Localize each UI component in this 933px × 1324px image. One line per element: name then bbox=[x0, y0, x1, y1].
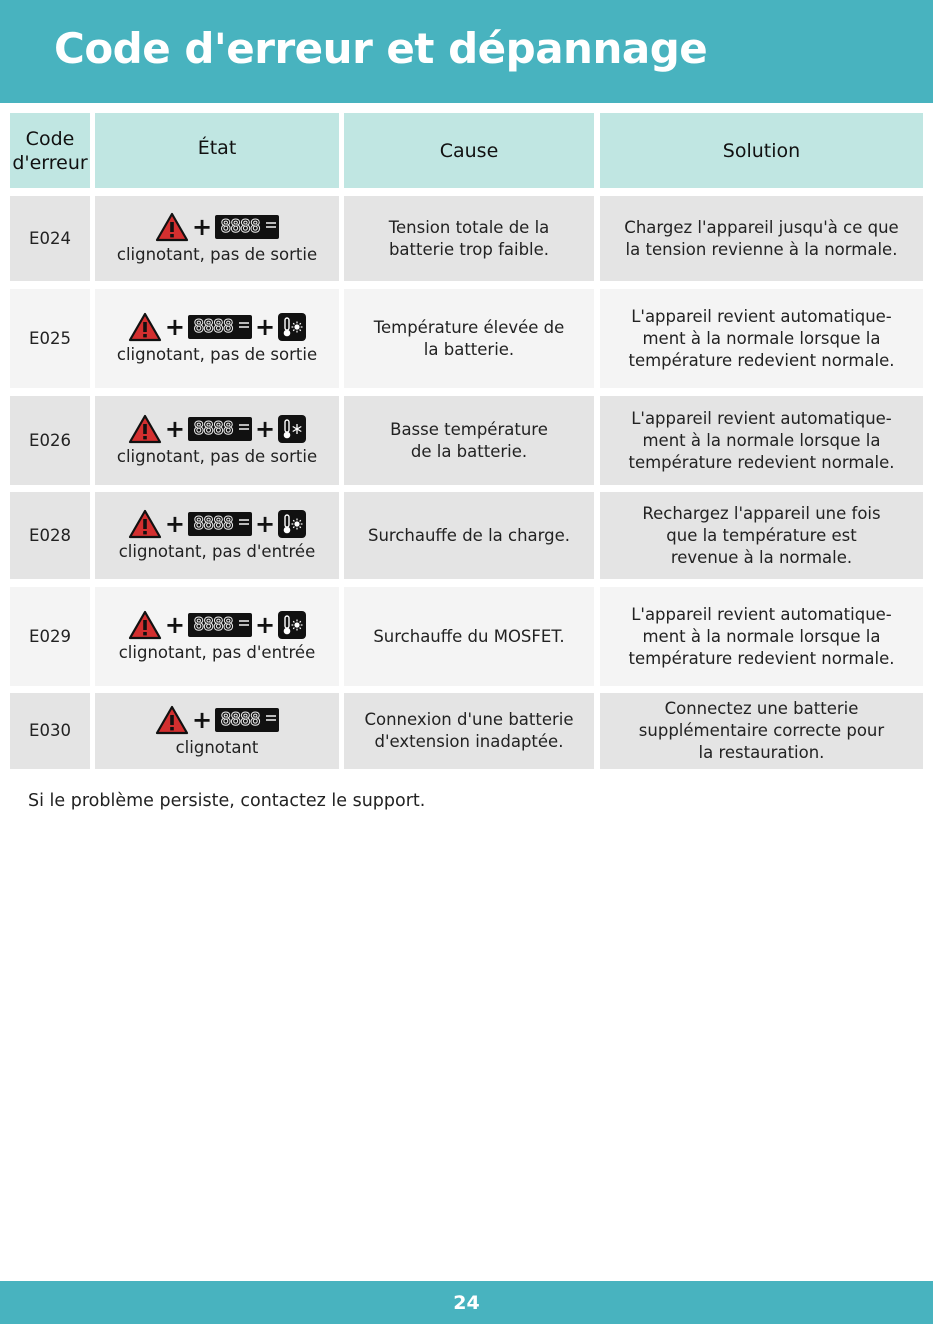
lcd-display-icon bbox=[215, 708, 279, 732]
column-header-state: État bbox=[95, 113, 339, 188]
plus-sign: + bbox=[164, 611, 185, 639]
cause-cell: Tension totale de la batterie trop faible. bbox=[344, 196, 594, 281]
state-icons bbox=[128, 508, 306, 540]
cause-cell: Température élevée de la batterie. bbox=[344, 289, 594, 388]
lcd-display-icon bbox=[188, 613, 252, 637]
state-icons bbox=[128, 609, 306, 641]
state-icons bbox=[155, 704, 279, 736]
state-icons bbox=[155, 211, 279, 243]
cause-cell: Surchauffe du MOSFET. bbox=[344, 587, 594, 686]
cause-cell: Connexion d'une batterie d'extension inadaptée. bbox=[344, 693, 594, 769]
error-code-cell: E028 bbox=[10, 492, 90, 579]
support-note: Si le problème persiste, contactez le support. bbox=[28, 791, 426, 811]
plus-sign: + bbox=[191, 705, 213, 734]
solution-cell: L'appareil revient automatique- ment à la normale lorsque la température redevient normale. bbox=[600, 587, 923, 686]
state-label: clignotant, pas de sortie bbox=[116, 345, 318, 364]
state-cell bbox=[95, 289, 339, 388]
state-label: clignotant, pas d'entrée bbox=[118, 643, 316, 662]
thermometer-hot-icon bbox=[278, 611, 306, 639]
plus-sign: + bbox=[164, 313, 185, 341]
state-label: clignotant, pas d'entrée bbox=[118, 542, 316, 561]
error-code-cell: E025 bbox=[10, 289, 90, 388]
error-code-cell: E030 bbox=[10, 693, 90, 769]
warning-icon bbox=[155, 705, 189, 735]
cause-cell: Surchauffe de la charge. bbox=[344, 492, 594, 579]
lcd-digits: 8888 bbox=[220, 216, 260, 237]
lcd-digits: 8888 bbox=[193, 418, 233, 439]
plus-sign: + bbox=[255, 510, 276, 538]
column-header-solution: Solution bbox=[600, 113, 923, 188]
error-code-cell: E029 bbox=[10, 587, 90, 686]
error-code-cell: E026 bbox=[10, 396, 90, 485]
state-cell bbox=[95, 396, 339, 485]
warning-icon bbox=[155, 212, 189, 242]
solution-cell: Rechargez l'appareil une fois que la température est revenue à la normale. bbox=[600, 492, 923, 579]
warning-icon bbox=[128, 610, 162, 640]
cause-cell: Basse température de la batterie. bbox=[344, 396, 594, 485]
page-footer bbox=[0, 1281, 933, 1324]
column-header-cause: Cause bbox=[344, 113, 594, 188]
state-label: clignotant, pas de sortie bbox=[116, 447, 318, 466]
page-title: Code d'erreur et dépannage bbox=[54, 24, 708, 73]
state-cell bbox=[95, 587, 339, 686]
thermometer-hot-icon bbox=[278, 510, 306, 538]
lcd-digits: 8888 bbox=[193, 513, 233, 534]
warning-icon bbox=[128, 509, 162, 539]
solution-cell: Connectez une batterie supplémentaire correcte pour la restauration. bbox=[600, 693, 923, 769]
warning-icon bbox=[128, 312, 162, 342]
plus-sign: + bbox=[255, 313, 276, 341]
solution-cell: Chargez l'appareil jusqu'à ce que la tension revienne à la normale. bbox=[600, 196, 923, 281]
state-cell bbox=[95, 693, 339, 769]
plus-sign: + bbox=[164, 415, 185, 443]
solution-cell: L'appareil revient automatique- ment à la normale lorsque la température redevient normale. bbox=[600, 396, 923, 485]
lcd-digits: 8888 bbox=[220, 708, 260, 730]
plus-sign: + bbox=[255, 415, 276, 443]
lcd-digits: 8888 bbox=[193, 316, 233, 337]
thermometer-cold-icon bbox=[278, 415, 306, 443]
lcd-display-icon bbox=[188, 512, 252, 536]
error-code-cell: E024 bbox=[10, 196, 90, 281]
state-icons bbox=[128, 311, 306, 343]
solution-cell: L'appareil revient automatique- ment à la normale lorsque la température redevient normale. bbox=[600, 289, 923, 388]
state-cell bbox=[95, 492, 339, 579]
state-label: clignotant bbox=[175, 737, 259, 757]
lcd-display-icon bbox=[188, 315, 252, 339]
lcd-display-icon bbox=[188, 417, 252, 441]
state-label: clignotant, pas de sortie bbox=[116, 245, 318, 264]
plus-sign: + bbox=[255, 611, 276, 639]
warning-icon bbox=[128, 414, 162, 444]
plus-sign: + bbox=[164, 510, 185, 538]
column-header-code: Code d'erreur bbox=[10, 113, 90, 188]
state-cell bbox=[95, 196, 339, 281]
lcd-digits: 8888 bbox=[193, 614, 233, 635]
plus-sign: + bbox=[191, 213, 213, 241]
state-icons bbox=[128, 413, 306, 445]
thermometer-hot-icon bbox=[278, 313, 306, 341]
lcd-display-icon bbox=[215, 215, 279, 239]
page-number: 24 bbox=[453, 1291, 480, 1314]
